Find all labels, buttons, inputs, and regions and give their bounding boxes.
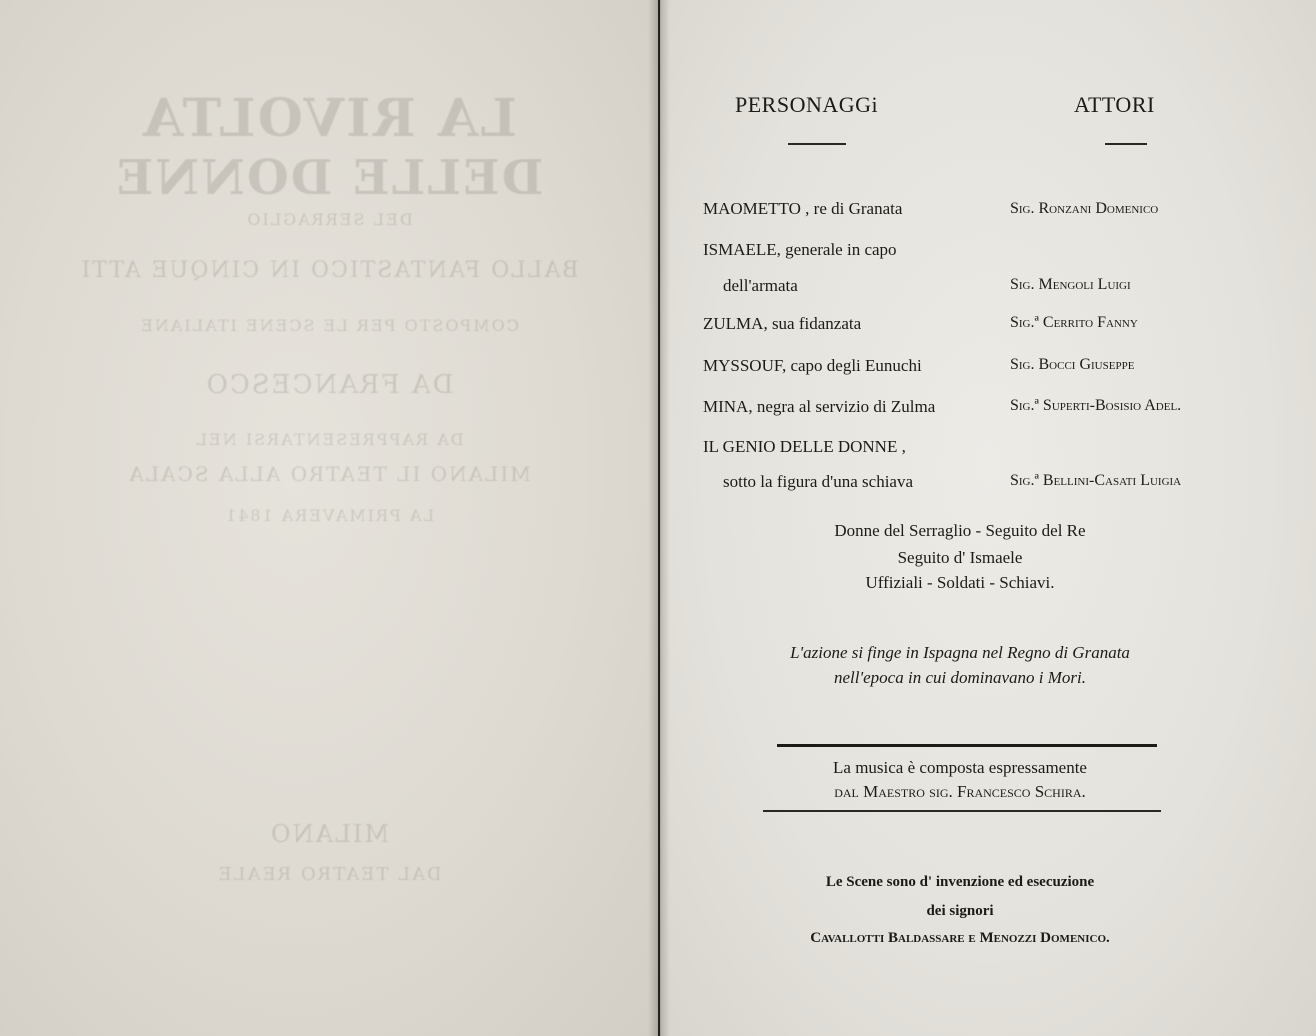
cast-role: ZULMA, sua fidanzata [703, 314, 862, 333]
setting-line: L'azione si finge in Ispagna nel Regno di Granata [790, 643, 1130, 662]
bleed-through-line: LA RIVOLTA [141, 88, 517, 149]
cast-role: IL GENIO DELLE DONNE , [703, 437, 906, 456]
bleed-through-line: DELLE DONNE [114, 150, 544, 206]
bleed-through-line: BALLO FANTASTICO IN CINQUE ATTI [79, 258, 579, 283]
music-top-rule [777, 744, 1157, 747]
cast-actor: Sig.ª Cerrito Fanny [1010, 314, 1138, 331]
header-rule [1105, 143, 1147, 145]
bleed-through-line: DAL TEATRO REALE [216, 864, 442, 885]
extras-line: Uffiziali - Soldati - Schiavi. [865, 573, 1055, 592]
bleed-through-line: COMPOSTO PER LE SCENE ITALIANE [139, 316, 519, 335]
cast-actor: Sig. Bocci Giuseppe [1010, 356, 1135, 373]
bleed-through-line: MILANO [269, 820, 389, 848]
cast-actor: Sig.ª Superti-Bosisio Adel. [1010, 397, 1182, 414]
cast-actor: Sig. Ronzani Domenico [1010, 200, 1159, 217]
setting-line: nell'epoca in cui dominavano i Mori. [834, 668, 1086, 687]
cast-role: dell'armata [723, 276, 798, 295]
scenes-line: dei signori [926, 903, 994, 919]
header-attori: ATTORI [1074, 92, 1155, 117]
cast-role: ISMAELE, generale in capo [703, 240, 897, 259]
bleed-through-line: DEL SERRAGLIO [245, 210, 413, 229]
cast-actor: Sig. Mengoli Luigi [1010, 276, 1131, 293]
cast-actor: Sig.ª Bellini-Casati Luigia [1010, 472, 1182, 489]
scenes-line: Le Scene sono d' invenzione ed esecuzione [825, 874, 1095, 890]
music-line: La musica è composta espressamente [833, 758, 1087, 777]
scenes-line: Cavallotti Baldassare e Menozzi Domenico. [810, 930, 1110, 946]
bleed-through-line: MILANO IL TEATRO ALLA SCALA [127, 462, 531, 486]
header-rule [788, 143, 846, 145]
cast-role: MINA, negra al servizio di Zulma [703, 397, 936, 416]
music-line: dal Maestro sig. Francesco Schira. [834, 782, 1086, 801]
bleed-through-line: DA FRANCESCO [204, 370, 454, 400]
header-personaggi: PERSONAGGi [735, 92, 879, 117]
cast-role: MYSSOUF, capo degli Eunuchi [703, 356, 922, 375]
bleed-through-line: DA RAPPRESENTARSI NEL [194, 430, 464, 449]
music-bottom-rule [763, 810, 1161, 812]
cast-role: MAOMETTO , re di Granata [703, 199, 903, 218]
cast-role: sotto la figura d'una schiava [723, 472, 914, 491]
extras-line: Seguito d' Ismaele [897, 548, 1023, 567]
extras-line: Donne del Serraglio - Seguito del Re [834, 521, 1086, 540]
bleed-through-line: LA PRIMAVERA 1841 [223, 506, 435, 525]
